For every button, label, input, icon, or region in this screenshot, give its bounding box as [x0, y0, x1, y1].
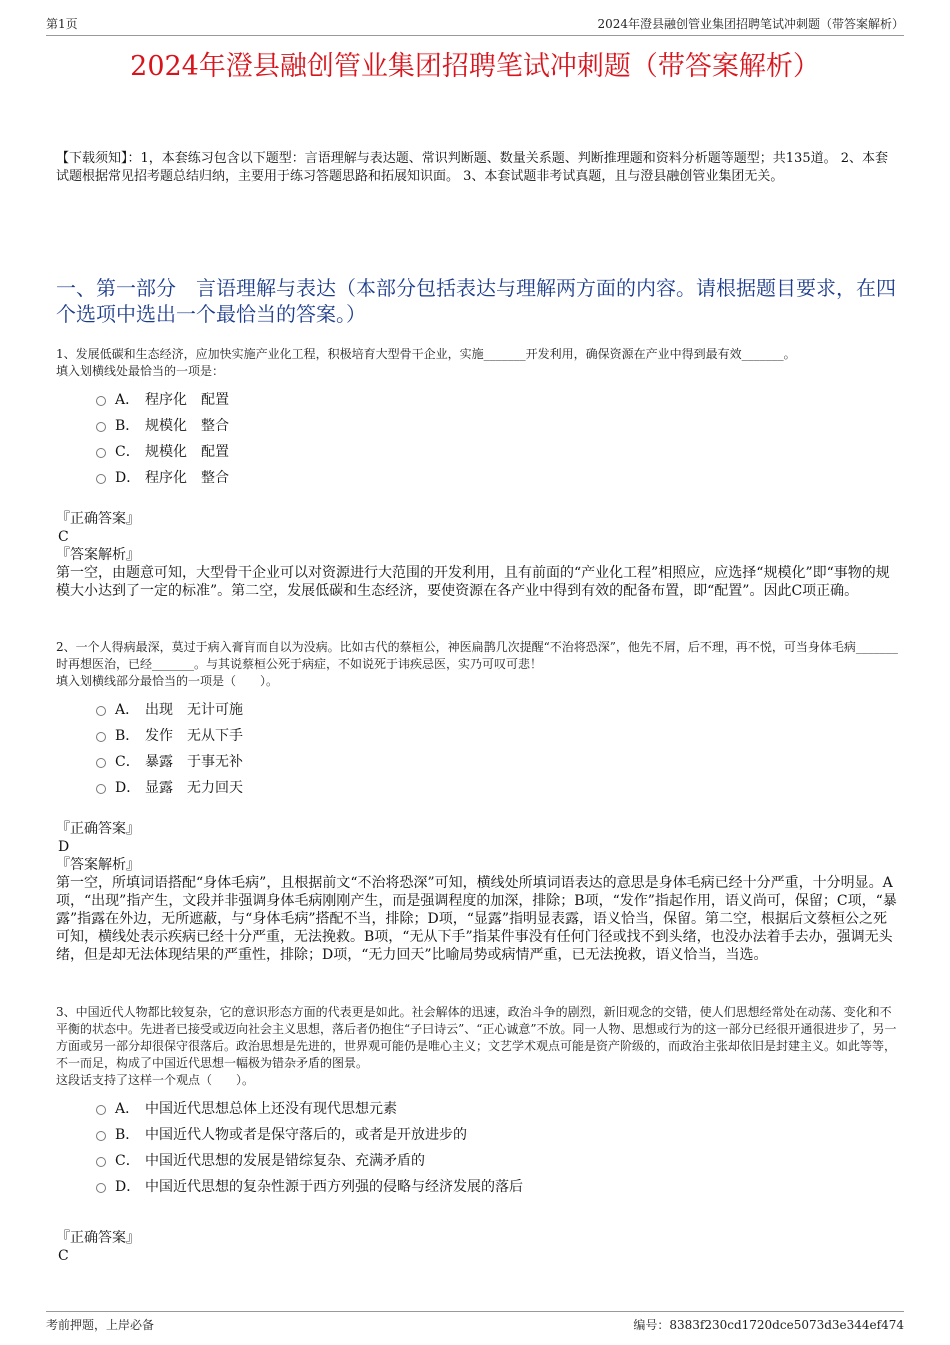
analysis-text: 第一空，所填词语搭配“身体毛病”，且根据前文“不治将恐深”可知，横线处所填词语表达的意思是身体毛病已经十分严重，十分明显。A项，“出现”指产生，文段并非强调身体毛病刚刚产生，而是强调程度的加深，排除；B项，“发作”指起作用，语义尚可，保留；C项，“暴露”指露在外边，无所遮蔽，与“身体毛病”搭配不当，排除；D项，“显露”指明显表露，语义恰当，保留。第二空，根据后文蔡桓公之死可知，横线处表示疾病已经十分严重，无法挽救。B项，“无从下手”指某件事没有任何门径或找不到头绪，也没办法着手去办，强调无头绪，但是却无法体现结果的严重性，排除；D项，“无力回天”比喻局势或病情严重，已无法挽救，语义恰当，当选。	[56, 875, 897, 963]
radio-icon[interactable]	[96, 448, 106, 458]
analysis-label: 『答案解析』	[56, 857, 140, 873]
question-stem: 3、中国近代人物都比较复杂，它的意识形态方面的代表更是如此。社会解体的迅速，政治斗争的剧烈，新旧观念的交错，使人们思想经常处在动荡、变化和不平衡的状态中。先进者已接受或迈向社会主义思想，落后者仍抱住“子曰诗云”、“正心诚意”不放。同一人物、思想或行为的这一部分已经很开通很进步了，另一方面或另一部分却很保守很落后。政治思想是先进的，世界观可能仍是唯心主义；文艺学术观点可能是资产阶级的，而政治主张却依旧是封建主义。如此等等，不一而足，构成了中国近代思想一幅极为错杂矛盾的图景。	[56, 1005, 897, 1070]
page-number: 第1页	[46, 17, 78, 31]
answer-label: 『正确答案』	[56, 821, 140, 837]
radio-icon[interactable]	[96, 474, 106, 484]
answer-block-1	[56, 510, 898, 600]
question-stem: 2、一个人得病最深，莫过于病入膏肓而自以为没病。比如古代的蔡桓公，神医扁鹊几次提醒“不治将恐深”，他先不屑，后不理，再不悦，可当身体毛病_______时再想医治，已经_______。与其说蔡桓公死于病症，不如说死于讳疾忌医，实乃可叹可悲！	[56, 640, 898, 671]
analysis-label: 『答案解析』	[56, 547, 140, 563]
radio-icon[interactable]	[96, 732, 106, 742]
answer-label: 『正确答案』	[56, 1230, 140, 1246]
footer-code-value: 8383f230cd1720dce5073d3e344ef474	[669, 1318, 904, 1332]
analysis-text: 第一空，由题意可知，大型骨干企业可以对资源进行大范围的开发利用，且有前面的“产业化工程”相照应，应选择“规模化”即“事物的规模大小达到了一定的标准”。第二空，发展低碳和生态经济，要使资源在各产业中得到有效的配备布置，即“配置”。因此C项正确。	[56, 565, 890, 599]
option-d[interactable]: D． 显露 无力回天	[96, 774, 902, 800]
option-a[interactable]: A． 中国近代思想总体上还没有现代思想元素	[96, 1095, 902, 1121]
question-prompt: 这段话支持了这样一个观点（ ）。	[56, 1073, 255, 1087]
answer-block-2	[56, 820, 898, 964]
footer-code	[633, 1316, 904, 1333]
radio-icon[interactable]	[96, 1131, 106, 1141]
section-title: 一、第一部分 言语理解与表达（本部分包括表达与理解两方面的内容。请根据题目要求，在四个选项中选出一个最恰当的答案。）	[56, 276, 896, 326]
radio-icon[interactable]	[96, 1157, 106, 1167]
radio-icon[interactable]	[96, 758, 106, 768]
footer-slogan: 考前押题，上岸必备	[46, 1318, 155, 1332]
question-stem: 1、发展低碳和生态经济，应加快实施产业化工程，积极培育大型骨干企业，实施_______开发利用，确保资源在产业中得到最有效_______。	[56, 347, 796, 361]
question-3	[56, 1004, 902, 1199]
document-title: 2024年澄县融创管业集团招聘笔试冲刺题（带答案解析）	[130, 51, 820, 82]
radio-icon[interactable]	[96, 396, 106, 406]
option-a[interactable]: A． 出现 无计可施	[96, 696, 902, 722]
header-doc-title: 2024年澄县融创管业集团招聘笔试冲刺题（带答案解析）	[597, 17, 904, 31]
option-list	[96, 386, 902, 490]
download-notice: 【下载须知】：1，本套练习包含以下题型：言语理解与表达题、常识判断题、数量关系题、判断推理题和资料分析题等题型；共135道。 2、本套试题根据常见招考题总结归纳，主要用于练习答题思路和拓展知识面。 3、本套试题非考试真题，且与澄县融创管业集团无关。	[56, 151, 888, 184]
option-b[interactable]: B． 发作 无从下手	[96, 722, 902, 748]
answer-label: 『正确答案』	[56, 511, 140, 527]
question-prompt: 填入划横线处最恰当的一项是：	[56, 364, 225, 378]
option-d[interactable]: D． 程序化 整合	[96, 464, 902, 490]
option-b[interactable]: B． 规模化 整合	[96, 412, 902, 438]
question-prompt: 填入划横线部分最恰当的一项是（ ）。	[56, 674, 279, 688]
option-d[interactable]: D． 中国近代思想的复杂性源于西方列强的侵略与经济发展的落后	[96, 1173, 902, 1199]
question-2	[56, 639, 902, 800]
page-header	[46, 12, 904, 36]
footer-code-label: 编号：	[633, 1318, 670, 1332]
option-c[interactable]: C． 暴露 于事无补	[96, 748, 902, 774]
radio-icon[interactable]	[96, 1105, 106, 1115]
answer-value: C	[58, 529, 69, 545]
page-footer	[46, 1311, 904, 1333]
question-1	[56, 346, 902, 490]
answer-value: D	[58, 839, 70, 855]
option-list	[96, 1095, 902, 1199]
radio-icon[interactable]	[96, 422, 106, 432]
answer-value: C	[58, 1248, 69, 1264]
radio-icon[interactable]	[96, 1183, 106, 1193]
option-list	[96, 696, 902, 800]
radio-icon[interactable]	[96, 784, 106, 794]
option-c[interactable]: C． 规模化 配置	[96, 438, 902, 464]
option-a[interactable]: A． 程序化 配置	[96, 386, 902, 412]
option-b[interactable]: B． 中国近代人物或者是保守落后的，或者是开放进步的	[96, 1121, 902, 1147]
answer-block-3	[56, 1229, 898, 1265]
radio-icon[interactable]	[96, 706, 106, 716]
option-c[interactable]: C． 中国近代思想的发展是错综复杂、充满矛盾的	[96, 1147, 902, 1173]
